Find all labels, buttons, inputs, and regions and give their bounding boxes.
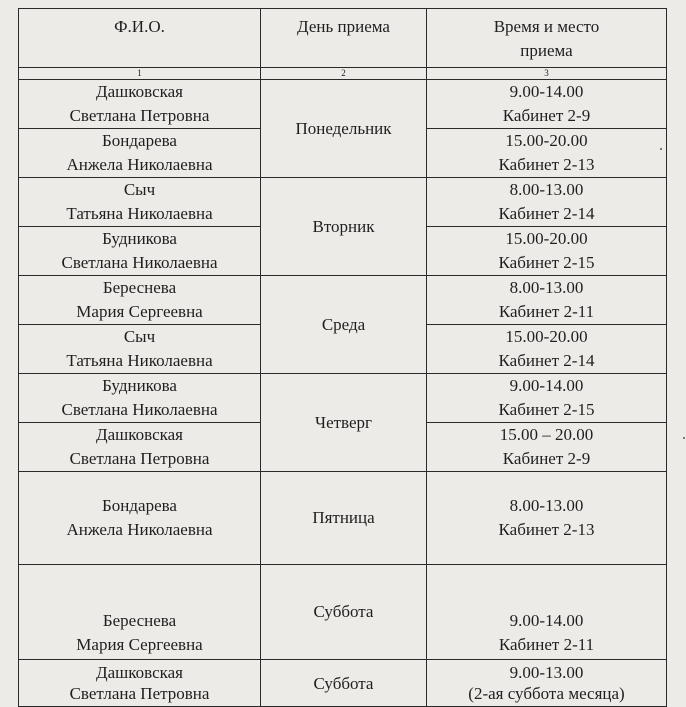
given-names: Мария Сергеевна	[76, 302, 203, 321]
scan-speck	[683, 437, 685, 439]
surname: Бондарева	[102, 496, 177, 515]
room: Кабинет 2-11	[498, 635, 595, 654]
room: Кабинет 2-11	[498, 302, 595, 321]
column-number-1: 1	[19, 68, 261, 80]
given-names: Анжела Николаевна	[66, 520, 213, 539]
person-name-cell	[19, 565, 261, 660]
time-range: 15.00-20.00	[505, 229, 588, 248]
time-range: 8.00-13.00	[509, 180, 584, 199]
time-range: 9.00-14.00	[509, 82, 584, 101]
table-row	[19, 80, 667, 129]
time-range: 8.00-13.00	[509, 496, 584, 515]
time-range: 9.00-14.00	[509, 611, 584, 630]
given-names: Светлана Петровна	[69, 449, 210, 468]
surname: Будникова	[102, 376, 177, 395]
given-names: Светлана Петровна	[69, 684, 210, 703]
time-place-cell	[427, 374, 667, 423]
day-cell-wednesday: Среда	[261, 276, 427, 374]
table-row	[19, 565, 667, 660]
surname: Дашковская	[96, 82, 183, 101]
table-row	[19, 374, 667, 423]
room: Кабинет 2-13	[498, 520, 595, 539]
day-cell-monday: Понедельник	[261, 80, 427, 178]
column-number-3: 3	[427, 68, 667, 80]
time-place-cell	[427, 227, 667, 276]
time-range: 15.00-20.00	[505, 327, 588, 346]
column-number-2: 2	[261, 68, 427, 80]
room: Кабинет 2-15	[498, 400, 595, 419]
table-row	[19, 178, 667, 227]
person-name-cell	[19, 129, 261, 178]
room: Кабинет 2-15	[498, 253, 595, 272]
day-cell-saturday-second: Суббота	[261, 660, 427, 707]
note: (2-ая суббота месяца)	[468, 684, 625, 703]
time-place-cell	[427, 423, 667, 472]
given-names: Мария Сергеевна	[76, 635, 203, 654]
surname: Бондарева	[102, 131, 177, 150]
person-name-cell	[19, 227, 261, 276]
header-fio: Ф.И.О.	[19, 9, 261, 68]
person-name-cell	[19, 276, 261, 325]
header-time-place-line2: приема	[520, 41, 573, 60]
room: Кабинет 2-9	[502, 449, 591, 468]
header-day: День приема	[261, 9, 427, 68]
room: Кабинет 2-14	[498, 351, 595, 370]
header-row	[19, 9, 667, 68]
time-place-cell	[427, 472, 667, 565]
table-row	[19, 472, 667, 565]
person-name-cell	[19, 423, 261, 472]
surname: Сыч	[123, 327, 156, 346]
given-names: Татьяна Николаевна	[66, 204, 213, 223]
day-cell-tuesday: Вторник	[261, 178, 427, 276]
time-place-cell	[427, 129, 667, 178]
person-name-cell	[19, 374, 261, 423]
person-name-cell	[19, 325, 261, 374]
table-row	[19, 660, 667, 707]
table-row	[19, 276, 667, 325]
day-cell-saturday: Суббота	[261, 565, 427, 660]
time-place-cell	[427, 178, 667, 227]
time-range: 8.00-13.00	[509, 278, 584, 297]
room: Кабинет 2-9	[502, 106, 591, 125]
given-names: Светлана Николаевна	[61, 253, 218, 272]
room: Кабинет 2-13	[498, 155, 595, 174]
room: Кабинет 2-14	[498, 204, 595, 223]
time-range: 9.00-14.00	[509, 376, 584, 395]
person-name-cell	[19, 472, 261, 565]
person-name-cell	[19, 660, 261, 707]
time-place-cell	[427, 565, 667, 660]
header-time-place	[427, 9, 667, 68]
day-cell-friday: Пятница	[261, 472, 427, 565]
given-names: Анжела Николаевна	[66, 155, 213, 174]
given-names: Татьяна Николаевна	[66, 351, 213, 370]
surname: Дашковская	[96, 663, 183, 682]
person-name-cell	[19, 80, 261, 129]
time-range: 9.00-13.00	[509, 663, 584, 682]
time-place-cell	[427, 660, 667, 707]
given-names: Светлана Петровна	[69, 106, 210, 125]
scan-speck	[660, 148, 662, 150]
time-range: 15.00-20.00	[505, 131, 588, 150]
surname: Дашковская	[96, 425, 183, 444]
time-range: 15.00 – 20.00	[499, 425, 594, 444]
surname: Береснева	[102, 278, 177, 297]
given-names: Светлана Николаевна	[61, 400, 218, 419]
time-place-cell	[427, 325, 667, 374]
time-place-cell	[427, 80, 667, 129]
day-cell-thursday: Четверг	[261, 374, 427, 472]
header-time-place-line1: Время и место	[493, 17, 600, 36]
surname: Береснева	[102, 611, 177, 630]
surname: Сыч	[123, 180, 156, 199]
surname: Будникова	[102, 229, 177, 248]
person-name-cell	[19, 178, 261, 227]
time-place-cell	[427, 276, 667, 325]
column-number-row	[19, 68, 667, 80]
reception-schedule-table	[18, 8, 667, 707]
